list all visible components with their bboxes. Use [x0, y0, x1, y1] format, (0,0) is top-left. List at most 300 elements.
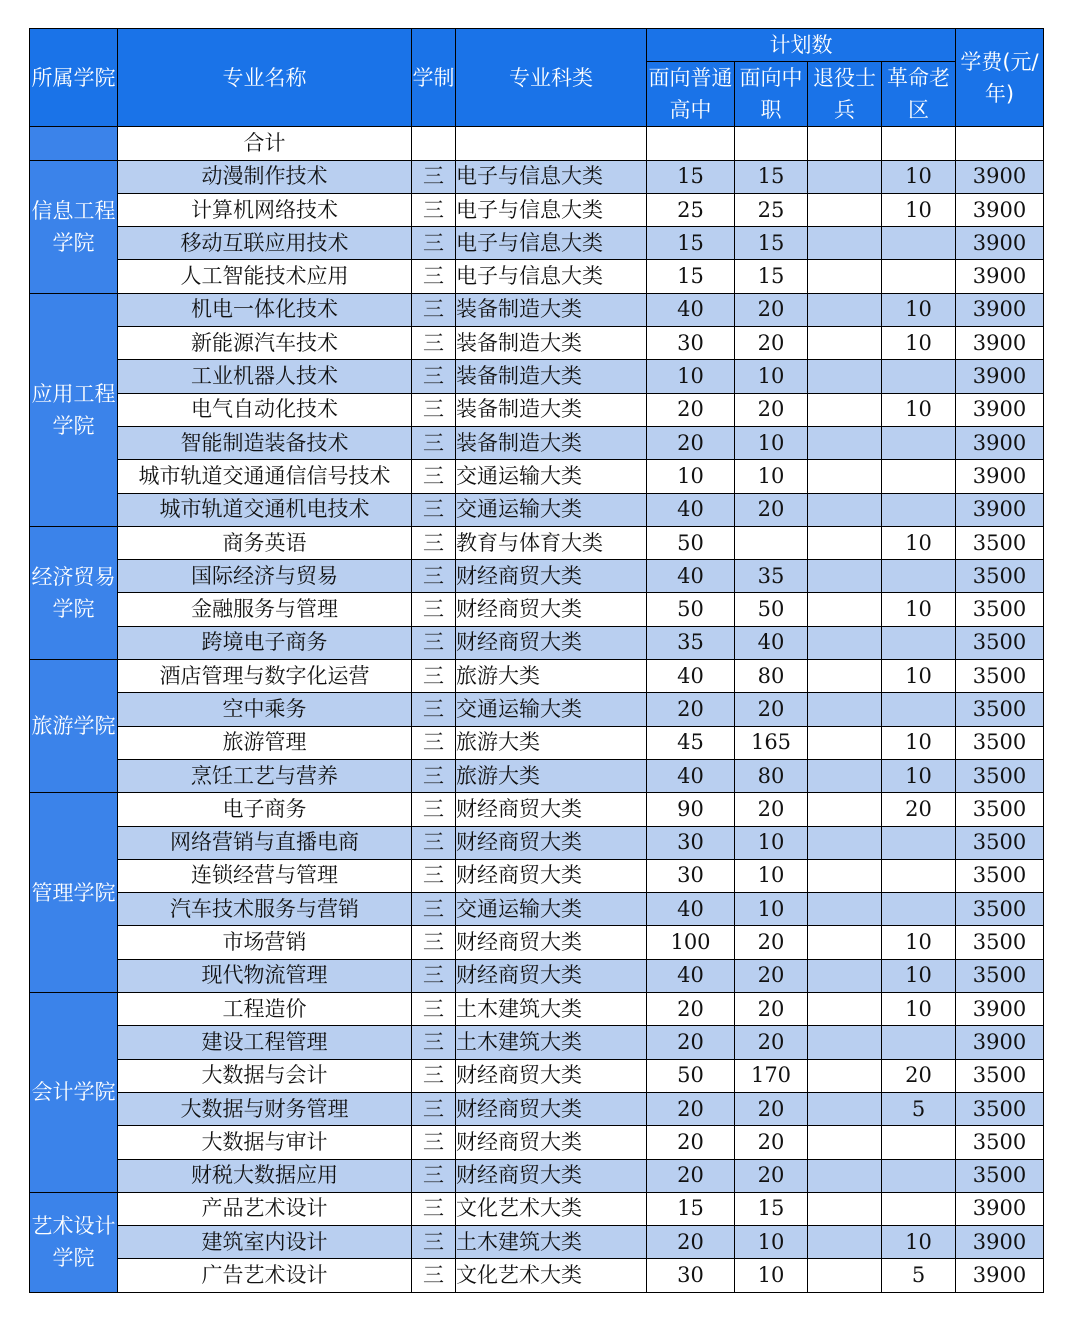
plan-old-revolutionary: 20 [882, 793, 956, 826]
major-name: 跨境电子商务 [118, 626, 412, 659]
plan-old-revolutionary [882, 460, 956, 493]
plan-veterans [808, 1026, 882, 1059]
duration: 三 [412, 626, 456, 659]
duration: 三 [412, 293, 456, 326]
duration: 三 [412, 426, 456, 459]
major-name: 金融服务与管理 [118, 593, 412, 626]
header-major: 专业名称 [118, 29, 412, 127]
major-name: 建筑室内设计 [118, 1226, 412, 1259]
table-row [30, 826, 1044, 859]
tuition-fee: 3500 [956, 926, 1044, 959]
plan-veterans [808, 726, 882, 759]
header-category: 专业科类 [456, 29, 647, 127]
duration: 三 [412, 1159, 456, 1192]
plan-veterans [808, 893, 882, 926]
plan-veterans [808, 1092, 882, 1125]
plan-old-revolutionary: 5 [882, 1259, 956, 1292]
table-row [30, 660, 1044, 693]
major-name: 市场营销 [118, 926, 412, 959]
plan-old-revolutionary [882, 260, 956, 293]
table-row [30, 493, 1044, 526]
duration: 三 [412, 327, 456, 360]
plan-veterans [808, 926, 882, 959]
duration: 三 [412, 460, 456, 493]
plan-old-revolutionary: 10 [882, 1226, 956, 1259]
major-name: 国际经济与贸易 [118, 560, 412, 593]
duration: 三 [412, 726, 456, 759]
total-empty-cell [956, 127, 1044, 160]
plan-old-revolutionary [882, 826, 956, 859]
table-row [30, 227, 1044, 260]
plan-high-school: 15 [647, 227, 735, 260]
duration: 三 [412, 593, 456, 626]
header-fee: 学费(元/年) [956, 29, 1044, 127]
college-cell: 信息工程学院 [30, 160, 118, 293]
plan-high-school: 90 [647, 793, 735, 826]
table-row [30, 193, 1044, 226]
plan-high-school: 40 [647, 893, 735, 926]
college-cell: 旅游学院 [30, 660, 118, 793]
plan-old-revolutionary: 10 [882, 393, 956, 426]
plan-veterans [808, 460, 882, 493]
major-name: 移动互联应用技术 [118, 227, 412, 260]
major-name: 城市轨道交通通信信号技术 [118, 460, 412, 493]
table-row [30, 626, 1044, 659]
duration: 三 [412, 993, 456, 1026]
major-name: 智能制造装备技术 [118, 426, 412, 459]
table-row [30, 426, 1044, 459]
major-category: 交通运输大类 [456, 693, 647, 726]
major-category: 财经商贸大类 [456, 1059, 647, 1092]
plan-high-school: 10 [647, 360, 735, 393]
header-plan: 计划数 [647, 29, 956, 62]
plan-vocational: 40 [735, 626, 808, 659]
duration: 三 [412, 1026, 456, 1059]
major-category: 文化艺术大类 [456, 1192, 647, 1225]
plan-old-revolutionary [882, 560, 956, 593]
plan-high-school: 20 [647, 693, 735, 726]
plan-old-revolutionary: 10 [882, 160, 956, 193]
enrollment-plan-table [29, 28, 1044, 1293]
plan-old-revolutionary [882, 1126, 956, 1159]
duration: 三 [412, 959, 456, 992]
duration: 三 [412, 493, 456, 526]
plan-vocational: 20 [735, 1126, 808, 1159]
plan-old-revolutionary [882, 1026, 956, 1059]
table-row [30, 859, 1044, 892]
header-plan-old-revolutionary: 革命老区 [882, 62, 956, 127]
plan-vocational: 35 [735, 560, 808, 593]
table-row [30, 393, 1044, 426]
major-category: 电子与信息大类 [456, 193, 647, 226]
plan-vocational: 50 [735, 593, 808, 626]
major-category: 财经商贸大类 [456, 926, 647, 959]
plan-veterans [808, 626, 882, 659]
plan-veterans [808, 260, 882, 293]
major-name: 商务英语 [118, 526, 412, 559]
major-category: 旅游大类 [456, 660, 647, 693]
major-category: 装备制造大类 [456, 426, 647, 459]
plan-old-revolutionary [882, 893, 956, 926]
plan-veterans [808, 493, 882, 526]
major-category: 土木建筑大类 [456, 1226, 647, 1259]
plan-veterans [808, 1192, 882, 1225]
college-cell: 艺术设计学院 [30, 1192, 118, 1292]
tuition-fee: 3500 [956, 759, 1044, 792]
plan-high-school: 30 [647, 826, 735, 859]
plan-old-revolutionary [882, 626, 956, 659]
major-category: 旅游大类 [456, 726, 647, 759]
plan-high-school: 20 [647, 1126, 735, 1159]
plan-high-school: 15 [647, 1192, 735, 1225]
table-row [30, 926, 1044, 959]
table-row [30, 1059, 1044, 1092]
tuition-fee: 3900 [956, 1259, 1044, 1292]
table-row [30, 526, 1044, 559]
total-college-cell [30, 127, 118, 160]
duration: 三 [412, 859, 456, 892]
plan-high-school: 40 [647, 293, 735, 326]
plan-veterans [808, 593, 882, 626]
duration: 三 [412, 560, 456, 593]
plan-high-school: 15 [647, 260, 735, 293]
tuition-fee: 3500 [956, 560, 1044, 593]
plan-old-revolutionary: 5 [882, 1092, 956, 1125]
plan-veterans [808, 660, 882, 693]
total-empty-cell [647, 127, 735, 160]
tuition-fee: 3900 [956, 160, 1044, 193]
plan-vocational: 15 [735, 260, 808, 293]
table-row [30, 327, 1044, 360]
tuition-fee: 3900 [956, 460, 1044, 493]
major-category: 装备制造大类 [456, 393, 647, 426]
plan-vocational: 10 [735, 893, 808, 926]
table-row [30, 993, 1044, 1026]
plan-high-school: 35 [647, 626, 735, 659]
major-name: 电气自动化技术 [118, 393, 412, 426]
plan-old-revolutionary: 10 [882, 759, 956, 792]
tuition-fee: 3500 [956, 1159, 1044, 1192]
plan-high-school: 20 [647, 426, 735, 459]
tuition-fee: 3500 [956, 893, 1044, 926]
major-category: 财经商贸大类 [456, 593, 647, 626]
duration: 三 [412, 1226, 456, 1259]
plan-old-revolutionary: 10 [882, 993, 956, 1026]
tuition-fee: 3500 [956, 859, 1044, 892]
plan-old-revolutionary: 10 [882, 293, 956, 326]
college-cell: 应用工程学院 [30, 293, 118, 526]
major-category: 土木建筑大类 [456, 1026, 647, 1059]
major-name: 连锁经营与管理 [118, 859, 412, 892]
major-name: 财税大数据应用 [118, 1159, 412, 1192]
major-name: 大数据与财务管理 [118, 1092, 412, 1125]
table-row [30, 1259, 1044, 1292]
plan-vocational: 80 [735, 660, 808, 693]
major-name: 产品艺术设计 [118, 1192, 412, 1225]
plan-veterans [808, 1226, 882, 1259]
table-body [30, 127, 1044, 1292]
plan-veterans [808, 993, 882, 1026]
major-category: 财经商贸大类 [456, 793, 647, 826]
major-name: 动漫制作技术 [118, 160, 412, 193]
plan-vocational: 15 [735, 227, 808, 260]
plan-vocational: 170 [735, 1059, 808, 1092]
plan-high-school: 20 [647, 1159, 735, 1192]
major-name: 建设工程管理 [118, 1026, 412, 1059]
duration: 三 [412, 227, 456, 260]
plan-veterans [808, 1259, 882, 1292]
plan-vocational: 20 [735, 793, 808, 826]
plan-veterans [808, 826, 882, 859]
table-row [30, 726, 1044, 759]
duration: 三 [412, 260, 456, 293]
table-row [30, 460, 1044, 493]
plan-old-revolutionary: 10 [882, 526, 956, 559]
tuition-fee: 3500 [956, 1059, 1044, 1092]
major-category: 财经商贸大类 [456, 626, 647, 659]
plan-high-school: 30 [647, 1259, 735, 1292]
plan-veterans [808, 327, 882, 360]
plan-veterans [808, 759, 882, 792]
total-empty-cell [735, 127, 808, 160]
table-row [30, 360, 1044, 393]
duration: 三 [412, 1092, 456, 1125]
total-row [30, 127, 1044, 160]
plan-old-revolutionary: 20 [882, 1059, 956, 1092]
plan-old-revolutionary: 10 [882, 327, 956, 360]
major-name: 大数据与会计 [118, 1059, 412, 1092]
duration: 三 [412, 160, 456, 193]
major-category: 财经商贸大类 [456, 1092, 647, 1125]
plan-veterans [808, 193, 882, 226]
plan-high-school: 30 [647, 859, 735, 892]
major-category: 电子与信息大类 [456, 160, 647, 193]
plan-vocational: 20 [735, 959, 808, 992]
plan-old-revolutionary [882, 1159, 956, 1192]
major-category: 财经商贸大类 [456, 959, 647, 992]
plan-vocational: 20 [735, 327, 808, 360]
plan-old-revolutionary: 10 [882, 660, 956, 693]
total-empty-cell [882, 127, 956, 160]
plan-high-school: 10 [647, 460, 735, 493]
duration: 三 [412, 793, 456, 826]
tuition-fee: 3500 [956, 626, 1044, 659]
plan-vocational [735, 526, 808, 559]
plan-vocational: 20 [735, 493, 808, 526]
plan-veterans [808, 393, 882, 426]
plan-high-school: 40 [647, 560, 735, 593]
plan-vocational: 20 [735, 393, 808, 426]
plan-high-school: 100 [647, 926, 735, 959]
plan-vocational: 10 [735, 460, 808, 493]
major-category: 交通运输大类 [456, 493, 647, 526]
plan-old-revolutionary: 10 [882, 926, 956, 959]
major-category: 教育与体育大类 [456, 526, 647, 559]
plan-high-school: 20 [647, 993, 735, 1026]
tuition-fee: 3900 [956, 260, 1044, 293]
table-row [30, 893, 1044, 926]
major-category: 财经商贸大类 [456, 1126, 647, 1159]
plan-vocational: 20 [735, 693, 808, 726]
plan-high-school: 50 [647, 526, 735, 559]
duration: 三 [412, 826, 456, 859]
plan-veterans [808, 793, 882, 826]
major-name: 大数据与审计 [118, 1126, 412, 1159]
plan-veterans [808, 160, 882, 193]
plan-vocational: 10 [735, 426, 808, 459]
duration: 三 [412, 660, 456, 693]
table-row [30, 793, 1044, 826]
plan-high-school: 30 [647, 327, 735, 360]
tuition-fee: 3900 [956, 1226, 1044, 1259]
major-category: 财经商贸大类 [456, 1159, 647, 1192]
header-plan-high-school: 面向普通高中 [647, 62, 735, 127]
tuition-fee: 3900 [956, 393, 1044, 426]
tuition-fee: 3500 [956, 826, 1044, 859]
tuition-fee: 3900 [956, 293, 1044, 326]
plan-veterans [808, 560, 882, 593]
major-category: 交通运输大类 [456, 460, 647, 493]
plan-old-revolutionary [882, 859, 956, 892]
major-category: 财经商贸大类 [456, 859, 647, 892]
plan-high-school: 20 [647, 1026, 735, 1059]
plan-vocational: 10 [735, 1259, 808, 1292]
major-name: 工程造价 [118, 993, 412, 1026]
tuition-fee: 3500 [956, 526, 1044, 559]
major-category: 旅游大类 [456, 759, 647, 792]
tuition-fee: 3900 [956, 327, 1044, 360]
plan-veterans [808, 959, 882, 992]
table-row [30, 160, 1044, 193]
tuition-fee: 3900 [956, 1192, 1044, 1225]
duration: 三 [412, 360, 456, 393]
plan-old-revolutionary [882, 227, 956, 260]
major-name: 空中乘务 [118, 693, 412, 726]
total-empty-cell [808, 127, 882, 160]
plan-vocational: 20 [735, 293, 808, 326]
plan-old-revolutionary: 10 [882, 593, 956, 626]
major-category: 装备制造大类 [456, 360, 647, 393]
plan-veterans [808, 1159, 882, 1192]
major-category: 装备制造大类 [456, 327, 647, 360]
duration: 三 [412, 1192, 456, 1225]
plan-veterans [808, 293, 882, 326]
header-plan-vocational: 面向中职 [735, 62, 808, 127]
table-row [30, 1126, 1044, 1159]
tuition-fee: 3500 [956, 726, 1044, 759]
plan-old-revolutionary [882, 693, 956, 726]
plan-old-revolutionary [882, 1192, 956, 1225]
plan-vocational: 15 [735, 160, 808, 193]
tuition-fee: 3900 [956, 493, 1044, 526]
tuition-fee: 3500 [956, 959, 1044, 992]
table-row [30, 693, 1044, 726]
plan-veterans [808, 526, 882, 559]
plan-old-revolutionary: 10 [882, 959, 956, 992]
table-row [30, 1192, 1044, 1225]
plan-vocational: 10 [735, 1226, 808, 1259]
plan-high-school: 45 [647, 726, 735, 759]
tuition-fee: 3500 [956, 1092, 1044, 1125]
table-row [30, 1092, 1044, 1125]
header-college: 所属学院 [30, 29, 118, 127]
major-name: 汽车技术服务与营销 [118, 893, 412, 926]
plan-veterans [808, 227, 882, 260]
tuition-fee: 3500 [956, 693, 1044, 726]
total-empty-cell [456, 127, 647, 160]
major-name: 人工智能技术应用 [118, 260, 412, 293]
college-cell: 管理学院 [30, 793, 118, 993]
tuition-fee: 3900 [956, 360, 1044, 393]
header-row-1 [30, 29, 1044, 62]
major-name: 网络营销与直播电商 [118, 826, 412, 859]
tuition-fee: 3500 [956, 593, 1044, 626]
major-category: 土木建筑大类 [456, 993, 647, 1026]
major-name: 广告艺术设计 [118, 1259, 412, 1292]
table-row [30, 1026, 1044, 1059]
table-row [30, 959, 1044, 992]
major-category: 财经商贸大类 [456, 560, 647, 593]
total-label: 合计 [118, 127, 412, 160]
major-name: 工业机器人技术 [118, 360, 412, 393]
plan-high-school: 15 [647, 160, 735, 193]
header-plan-veterans: 退役士兵 [808, 62, 882, 127]
major-category: 交通运输大类 [456, 893, 647, 926]
table-row [30, 1226, 1044, 1259]
plan-vocational: 10 [735, 859, 808, 892]
tuition-fee: 3900 [956, 227, 1044, 260]
major-name: 新能源汽车技术 [118, 327, 412, 360]
duration: 三 [412, 393, 456, 426]
major-name: 旅游管理 [118, 726, 412, 759]
plan-veterans [808, 693, 882, 726]
duration: 三 [412, 1059, 456, 1092]
major-name: 计算机网络技术 [118, 193, 412, 226]
duration: 三 [412, 526, 456, 559]
plan-vocational: 10 [735, 826, 808, 859]
major-name: 酒店管理与数字化运营 [118, 660, 412, 693]
header-duration: 学制 [412, 29, 456, 127]
major-category: 财经商贸大类 [456, 826, 647, 859]
plan-high-school: 40 [647, 493, 735, 526]
table-row [30, 593, 1044, 626]
plan-old-revolutionary [882, 426, 956, 459]
major-category: 装备制造大类 [456, 293, 647, 326]
major-name: 电子商务 [118, 793, 412, 826]
plan-old-revolutionary: 10 [882, 193, 956, 226]
plan-high-school: 20 [647, 1226, 735, 1259]
plan-vocational: 20 [735, 1159, 808, 1192]
plan-high-school: 25 [647, 193, 735, 226]
plan-high-school: 20 [647, 393, 735, 426]
plan-veterans [808, 1126, 882, 1159]
tuition-fee: 3900 [956, 993, 1044, 1026]
major-name: 机电一体化技术 [118, 293, 412, 326]
table-row [30, 260, 1044, 293]
duration: 三 [412, 1126, 456, 1159]
duration: 三 [412, 926, 456, 959]
tuition-fee: 3900 [956, 426, 1044, 459]
major-name: 现代物流管理 [118, 959, 412, 992]
major-category: 文化艺术大类 [456, 1259, 647, 1292]
plan-vocational: 10 [735, 360, 808, 393]
plan-high-school: 20 [647, 1092, 735, 1125]
plan-vocational: 165 [735, 726, 808, 759]
plan-old-revolutionary: 10 [882, 726, 956, 759]
table-row [30, 293, 1044, 326]
duration: 三 [412, 193, 456, 226]
college-cell: 会计学院 [30, 993, 118, 1193]
